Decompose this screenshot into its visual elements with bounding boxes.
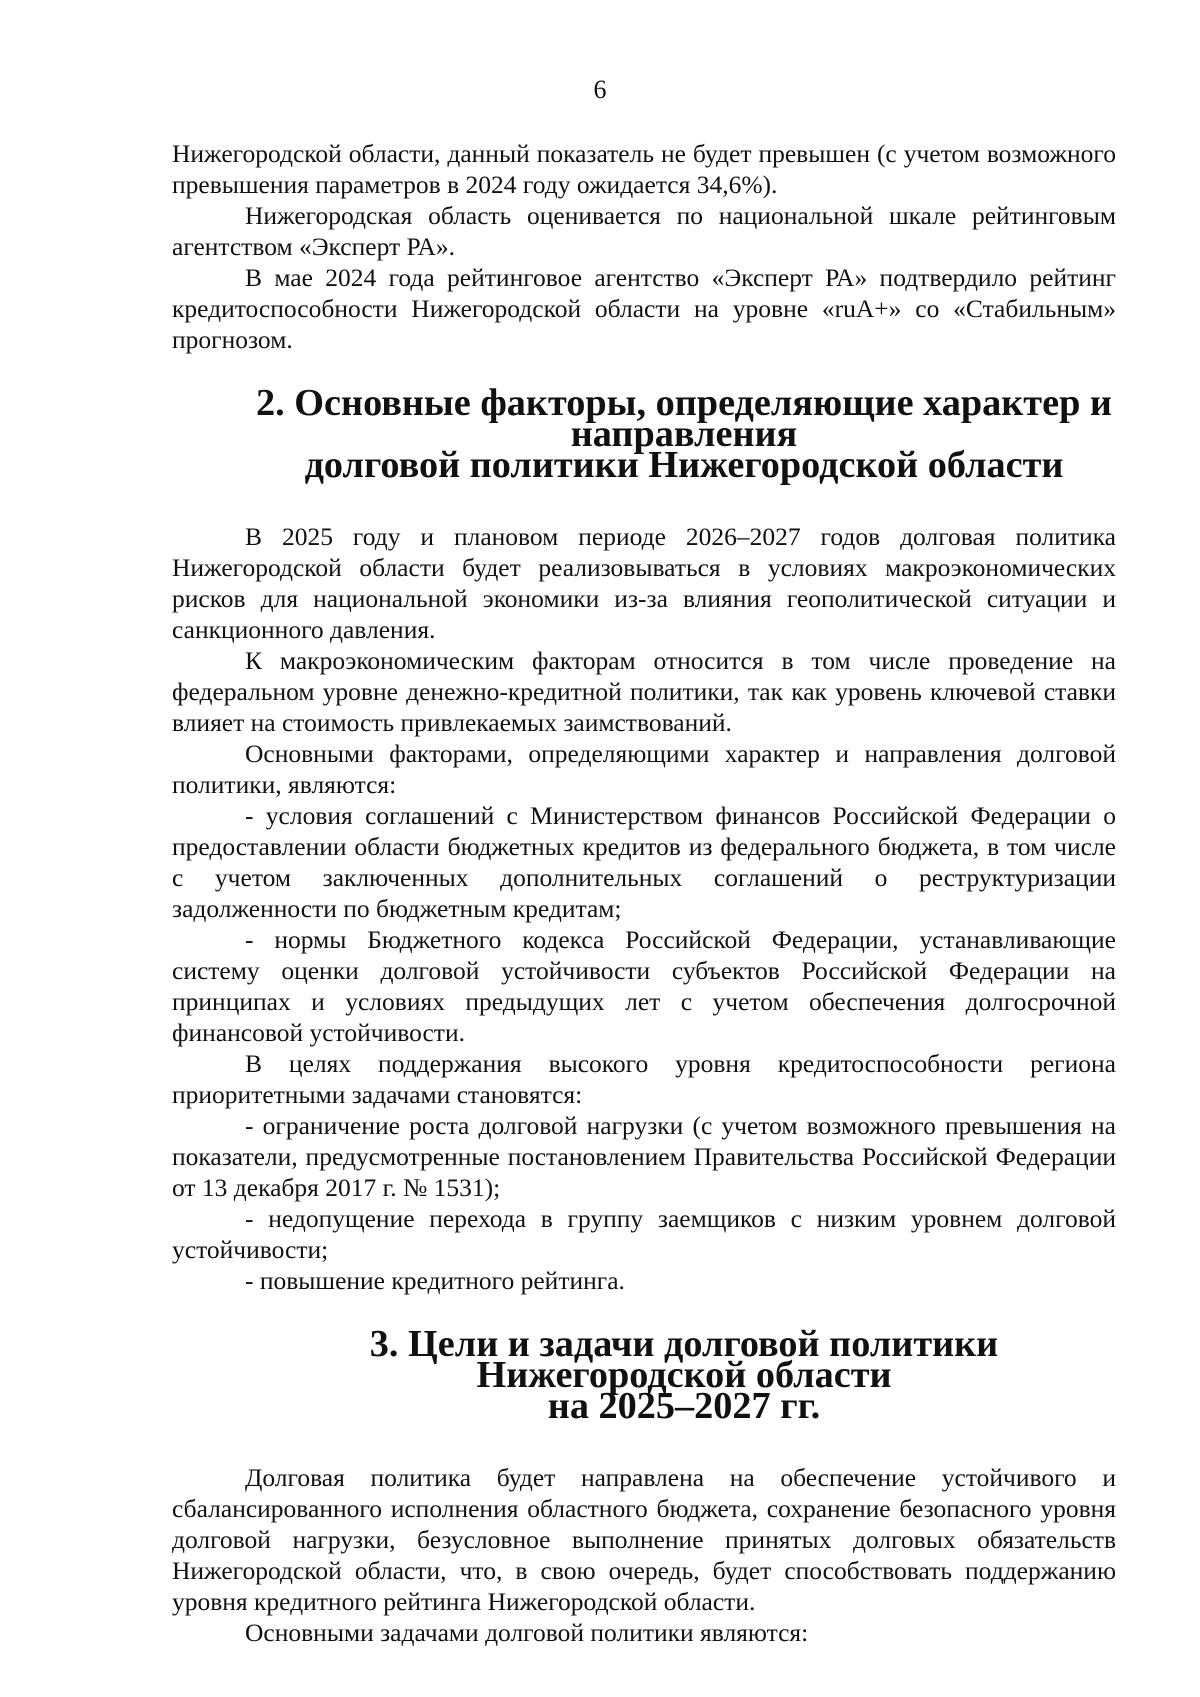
section-3-paragraph-1: Долговая политика будет направлена на обеспечение устойчивого и сбалансированного исполнения областного бюджета, сохранение безопасного уровня долговой нагрузки, безусловное выполнение принятых долговых обязательств Нижегородской области, что, в свою очередь, будет способствовать поддержанию уровня кредитного рейтинга Нижегородской области. [172, 1463, 1116, 1616]
section-2-heading-line-2: долговой политики Нижегородской области [304, 444, 1064, 486]
section-2-list-item-3: - ограничение роста долговой нагрузки (с учетом возможного превышения на показатели, предусмотренные постановлением Правительства Российской Федерации от 13 декабря 2017 г. № 1531); [172, 1111, 1116, 1202]
section-2-paragraph-2: К макроэкономическим факторам относится в том числе проведение на федеральном уровне денежно-кредитной политики, так как уровень ключевой ставки влияет на стоимость привлекаемых заимствований. [172, 646, 1116, 737]
intro-paragraph-2: Нижегородская область оценивается по национальной шкале рейтинговым агентством «Эксперт РА». [172, 201, 1116, 261]
section-3-paragraph-2: Основными задачами долговой политики являются: [245, 1618, 809, 1647]
section-3-heading-line-1: 3. Цели и задачи долговой политики Нижегородской области [369, 1323, 999, 1396]
section-2-list-item-2: - нормы Бюджетного кодекса Российской Федерации, устанавливающие систему оценки долговой устойчивости субъектов Российской Федерации на принципах и условиях предыдущих лет с учетом обеспечения долгосрочной финансовой устойчивости. [172, 925, 1116, 1047]
section-2-heading-line-1: 2. Основные факторы, определяющие характер и направления [256, 382, 1112, 455]
document-body [172, 138, 1116, 1648]
section-3-heading-line-2: на 2025–2027 гг. [547, 1385, 821, 1427]
intro-paragraph-3: В мае 2024 года рейтинговое агентство «Эксперт РА» подтвердило рейтинг кредитоспособности Нижегородской области на уровне «ruA+» со «Стабильным» прогнозом. [172, 263, 1116, 354]
intro-paragraph-1: Нижегородской области, данный показатель не будет превышен (с учетом возможного превышения параметров в 2024 году ожидается 34,6%). [172, 139, 1116, 199]
section-2-paragraph-4: В целях поддержания высокого уровня кредитоспособности региона приоритетными задачами становятся: [172, 1049, 1116, 1109]
page-number: 6 [593, 75, 607, 104]
section-2-paragraph-3: Основными факторами, определяющими характер и направления долговой политики, являются: [172, 739, 1116, 799]
section-2-list-item-5: - повышение кредитного рейтинга. [245, 1266, 625, 1295]
section-3-heading [172, 1323, 1116, 1427]
section-2-list-item-4: - недопущение перехода в группу заемщиков с низким уровнем долговой устойчивости; [172, 1204, 1116, 1264]
section-2-heading [172, 382, 1116, 486]
section-2-paragraph-1: В 2025 году и плановом периоде 2026–2027 годов долговая политика Нижегородской области будет реализовываться в условиях макроэкономических рисков для национальной экономики из-за влияния геополитической ситуации и санкционного давления. [172, 522, 1116, 644]
section-2-list-item-1: - условия соглашений с Министерством финансов Российской Федерации о предоставлении области бюджетных кредитов из федерального бюджета, в том числе с учетом заключенных дополнительных соглашений о реструктуризации задолженности по бюджетным кредитам; [172, 801, 1116, 923]
